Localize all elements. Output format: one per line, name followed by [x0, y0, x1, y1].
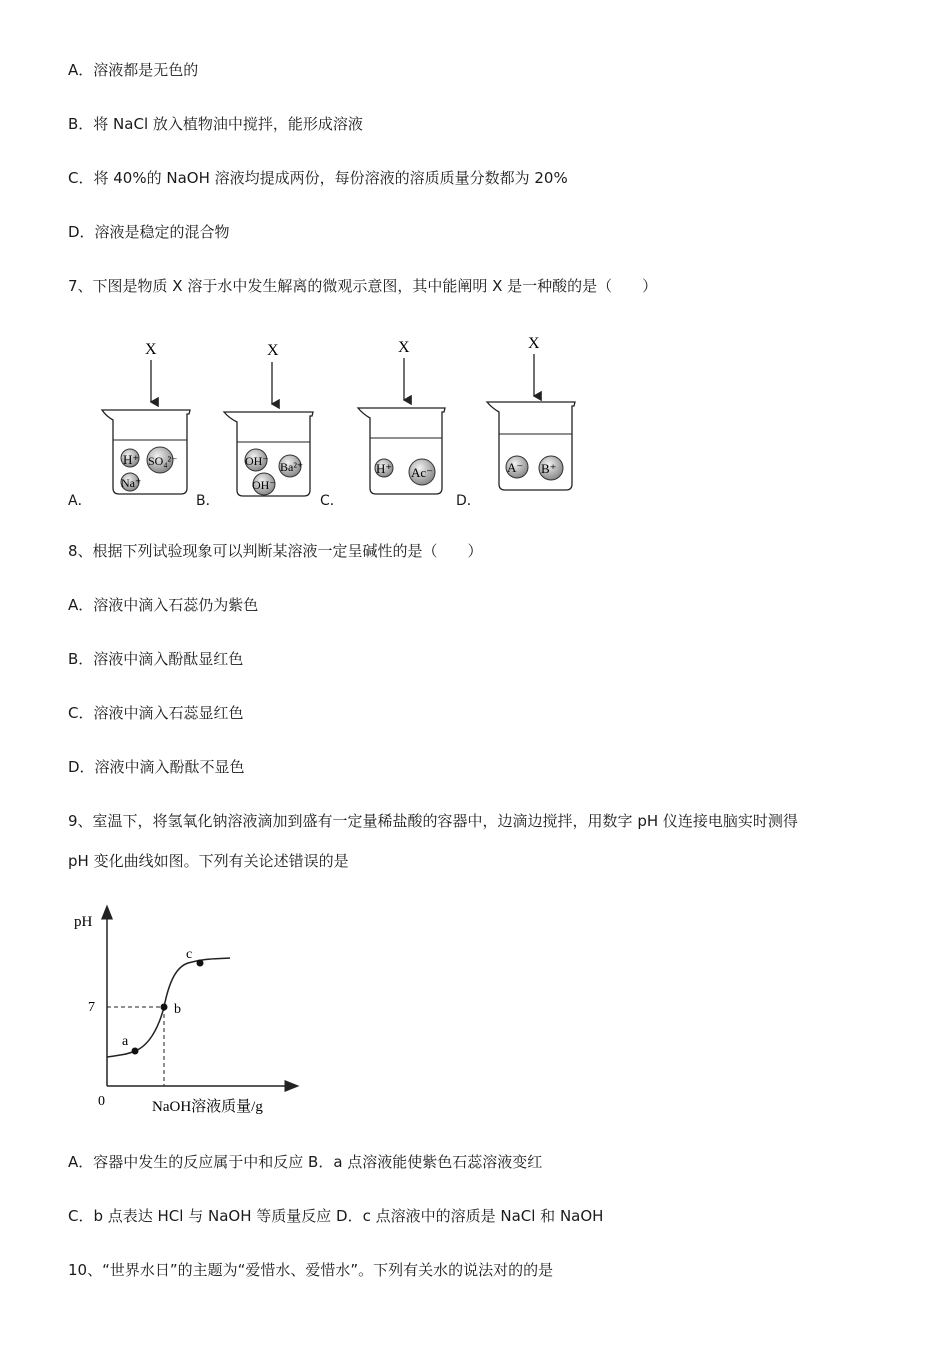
- q8-option-b: B．溶液中滴入酚酞显红色: [68, 650, 244, 668]
- q6-option-b: B．将 NaCl 放入植物油中搅拌，能形成溶液: [68, 115, 363, 133]
- q6-option-a: A．溶液都是无色的: [68, 61, 199, 79]
- beaker-c-x-label: X: [398, 339, 410, 356]
- q9-options-line2: C．b 点表达 HCl 与 NaOH 等质量反应 D．c 点溶液中的溶质是 NaCl 和 NaOH: [68, 1207, 604, 1225]
- beaker-a-x-label: X: [145, 341, 157, 358]
- point-c-label: c: [186, 947, 193, 962]
- q7-option-a-label: A．: [68, 493, 92, 509]
- q7-option-d-label: D．: [456, 493, 481, 509]
- y-axis-label: pH: [74, 914, 93, 930]
- ion-so4-label: SO₄²⁻: [148, 454, 178, 468]
- y-tick-7: 7: [88, 1000, 95, 1015]
- beaker-d-x-label: X: [528, 335, 540, 352]
- beaker-d: [487, 335, 575, 490]
- q7-beakers-figure: [0, 330, 950, 510]
- q6-option-c: C．将 40%的 NaOH 溶液均提成两份，每份溶液的溶质质量分数都为 20%: [68, 169, 568, 187]
- point-b: [161, 1004, 168, 1011]
- ph-curve-chart: [60, 900, 310, 1125]
- q8-option-d: D．溶液中滴入酚酞不显色: [68, 758, 245, 776]
- beaker-a: [102, 341, 190, 494]
- beaker-b-x-label: X: [267, 342, 279, 359]
- q8-stem: 8、根据下列试验现象可以判断某溶液一定呈碱性的是（ ）: [68, 542, 483, 560]
- ion-ac-label: Ac⁻: [411, 465, 434, 480]
- ion-a-label: A⁻: [507, 460, 524, 475]
- beaker-b: [224, 342, 313, 496]
- q6-option-d: D．溶液是稳定的混合物: [68, 223, 230, 241]
- ion-b-label: B⁺: [541, 461, 557, 476]
- origin-label: 0: [98, 1094, 105, 1109]
- q9-stem-line2: pH 变化曲线如图。下列有关论述错误的是: [68, 852, 349, 870]
- q10-stem: 10、“世界水日”的主题为“爱惜水、爱惜水”。下列有关水的说法对的的是: [68, 1261, 554, 1279]
- point-c: [197, 960, 204, 967]
- point-b-label: b: [174, 1002, 181, 1017]
- q9-options-line1: A．容器中发生的反应属于中和反应 B．a 点溶液能使紫色石蕊溶液变红: [68, 1153, 543, 1171]
- ion-na-label: Na⁺: [121, 476, 142, 490]
- ion-oh-1-label: OH⁻: [245, 454, 269, 468]
- q7-stem: 7、下图是物质 X 溶于水中发生解离的微观示意图，其中能阐明 X 是一种酸的是（ ）: [68, 277, 658, 295]
- ion-oh-2-label: OH⁻: [252, 478, 276, 492]
- q8-option-a: A．溶液中滴入石蕊仍为紫色: [68, 596, 259, 614]
- beaker-c: [358, 339, 445, 494]
- ion-ba-label: Ba²⁺: [280, 460, 304, 474]
- ion-h-label: H⁺: [123, 452, 140, 467]
- q7-option-b-label: B．: [196, 493, 220, 509]
- q8-option-c: C．溶液中滴入石蕊显红色: [68, 704, 244, 722]
- ion-h-label: H⁺: [376, 461, 393, 476]
- point-a-label: a: [122, 1034, 129, 1049]
- q7-option-c-label: C．: [320, 493, 344, 509]
- point-a: [132, 1048, 139, 1055]
- q9-stem-line1: 9、室温下，将氢氧化钠溶液滴加到盛有一定量稀盐酸的容器中，边滴边搅拌，用数字 pH 仪连接电脑实时测得: [68, 812, 798, 830]
- x-axis-label: NaOH溶液质量/g: [152, 1099, 263, 1115]
